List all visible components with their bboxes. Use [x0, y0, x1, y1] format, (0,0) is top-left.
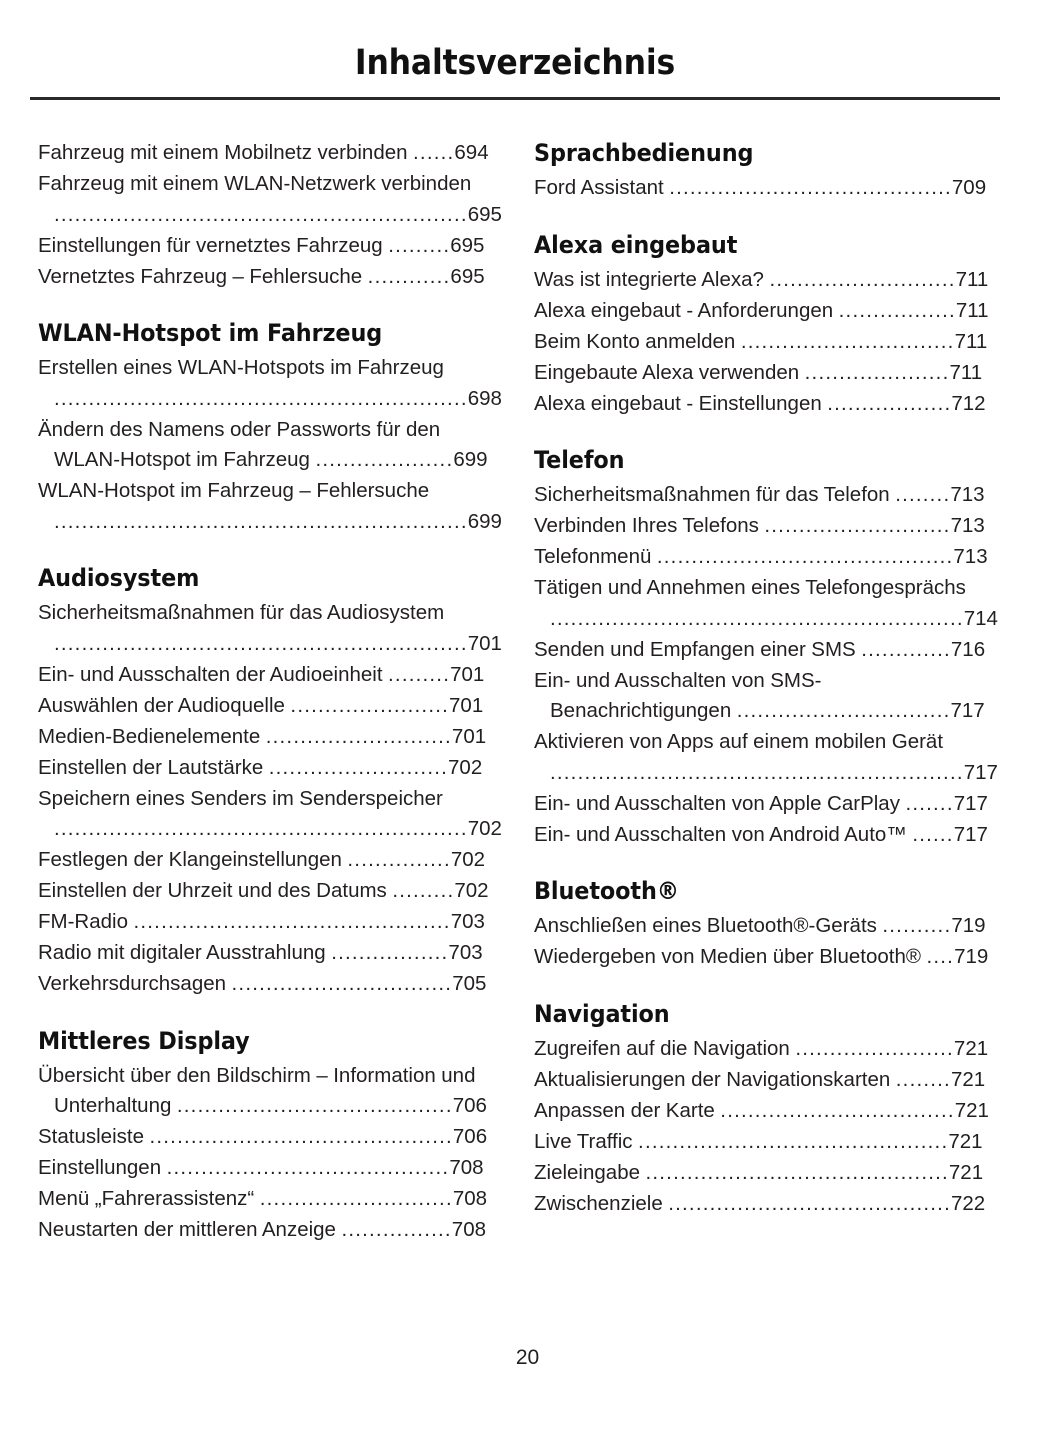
toc-entry[interactable]	[38, 907, 490, 938]
toc-entry-label: Sicherheitsmaßnahmen für das Audiosystem	[38, 601, 445, 624]
toc-entry[interactable]	[534, 942, 990, 973]
toc-section-heading	[38, 563, 490, 593]
toc-dot-leader: ..........	[882, 914, 952, 937]
toc-entry-label: Ein- und Ausschalten von SMS-Benachrichtigungen	[534, 668, 822, 722]
toc-entry-page-number: 719	[954, 945, 989, 968]
toc-dot-leader: ...........................	[769, 267, 956, 291]
toc-dot-leader: .......................	[290, 693, 450, 717]
toc-entry-page-number: 698	[467, 386, 502, 410]
toc-entry-page-number: 721	[948, 1160, 984, 1184]
toc-entry-page-number: 701	[450, 662, 485, 686]
toc-dot-leader: ............	[367, 264, 451, 288]
toc-entry-page-number: 705	[452, 972, 487, 995]
toc-entry-label: Übersicht über den Bildschirm – Information und Unterhaltung	[38, 1063, 476, 1117]
toc-section	[534, 138, 990, 204]
toc-entry-label: Ändern des Namens oder Passworts für den WLAN-Hotspot im Fahrzeug	[38, 417, 441, 471]
toc-entry-label: Eingebaute Alexa verwenden	[534, 360, 805, 384]
toc-entry[interactable]	[38, 969, 490, 1000]
toc-entry-label: Anschließen eines Bluetooth®-Geräts	[534, 914, 883, 937]
toc-section-heading	[534, 876, 990, 906]
toc-entry[interactable]	[534, 1096, 990, 1127]
toc-section-heading-label: WLAN-Hotspot im Fahrzeug	[38, 319, 383, 347]
toc-entry[interactable]	[534, 173, 990, 204]
toc-entry-label: Aktualisierungen der Navigationskarten	[534, 1067, 896, 1091]
toc-section-heading	[534, 445, 990, 475]
toc-section-heading-label: Mittleres Display	[38, 1026, 250, 1055]
toc-entry-label: FM-Radio	[38, 910, 134, 933]
toc-entry-page-number: 699	[453, 448, 488, 471]
toc-dot-leader: .........................................	[166, 1156, 450, 1179]
toc-entry-page-number: 717	[963, 760, 998, 784]
toc-entry[interactable]	[534, 296, 990, 327]
toc-entry-page-number: 702	[454, 879, 489, 902]
toc-entry-label: Festlegen der Klangeinstellungen	[38, 848, 348, 871]
toc-entry-page-number: 721	[953, 1036, 989, 1060]
toc-entry-label: Vernetztes Fahrzeug – Fehlersuche	[38, 264, 368, 288]
toc-entry-label: Verkehrsdurchsagen	[38, 972, 232, 995]
toc-section-heading	[38, 1026, 490, 1056]
toc-entry-page-number: 701	[451, 724, 487, 748]
toc-entry-page-number: 721	[948, 1129, 983, 1153]
toc-entry[interactable]	[534, 511, 990, 542]
toc-dot-leader: ...............	[347, 848, 451, 871]
toc-dot-leader: .......	[905, 791, 954, 815]
page-header	[30, 42, 1000, 84]
toc-dot-leader: ................	[341, 1218, 452, 1241]
toc-dot-leader: ............................................................	[550, 760, 964, 784]
toc-entry-label: Beim Konto anmelden	[534, 329, 741, 353]
toc-dot-leader: ............................................................	[54, 817, 468, 840]
toc-dot-leader: ............................................	[149, 1125, 453, 1148]
toc-entry[interactable]	[38, 784, 502, 845]
toc-section-heading	[534, 999, 990, 1029]
toc-entry-page-number: 702	[467, 817, 502, 840]
toc-entry-page-number: 708	[452, 1187, 488, 1210]
toc-entry-page-number: 719	[951, 914, 986, 937]
toc-dot-leader: ............................................	[645, 1160, 949, 1184]
toc-entry-page-number: 701	[449, 693, 484, 717]
toc-entry[interactable]	[38, 876, 490, 907]
toc-entry[interactable]	[534, 820, 990, 851]
toc-section-heading-label: Alexa eingebaut	[534, 230, 738, 259]
toc-entry-label: Senden und Empfangen einer SMS	[534, 637, 862, 661]
toc-entry-page-number: 695	[450, 233, 485, 257]
toc-entry[interactable]	[38, 753, 490, 784]
toc-entry-page-number: 706	[452, 1094, 487, 1117]
toc-dot-leader: ....................	[315, 448, 454, 471]
toc-section	[38, 563, 502, 1000]
toc-entry-label: WLAN-Hotspot im Fahrzeug – Fehlersuche	[38, 479, 430, 502]
toc-entry-label: Aktivieren von Apps auf einem mobilen Gerät	[534, 730, 944, 753]
toc-entry-label: Fahrzeug mit einem Mobilnetz verbinden	[38, 141, 414, 164]
toc-entry[interactable]	[534, 542, 990, 573]
toc-entry-page-number: 709	[951, 176, 987, 199]
toc-entry-label: Einstellungen	[38, 1156, 167, 1179]
toc-entry[interactable]	[534, 358, 990, 389]
toc-dot-leader: ........................................	[176, 1094, 453, 1117]
toc-entry-page-number: 706	[452, 1125, 488, 1148]
toc-entry[interactable]	[534, 1189, 990, 1220]
toc-dot-leader: ............................................................	[54, 386, 468, 410]
toc-dot-leader: ..................................	[720, 1098, 955, 1122]
toc-entry-page-number: 713	[950, 514, 985, 537]
toc-dot-leader: ........	[895, 1067, 951, 1091]
toc-entry-label: Alexa eingebaut - Anforderungen	[534, 298, 839, 322]
toc-entry[interactable]	[534, 327, 990, 358]
toc-dot-leader: ............................................................	[54, 202, 468, 226]
toc-entry-label: Erstellen eines WLAN-Hotspots im Fahrzeug	[38, 356, 444, 379]
toc-entry[interactable]	[38, 1122, 490, 1153]
toc-dot-leader: .................	[331, 941, 449, 964]
toc-entry-label: Speichern eines Senders im Senderspeicher	[38, 786, 443, 810]
toc-dot-leader: .......................	[795, 1036, 954, 1060]
toc-section	[38, 318, 502, 537]
toc-dot-leader: ....	[926, 945, 955, 968]
toc-entry-page-number: 695	[467, 202, 502, 226]
toc-entry-label: Anpassen der Karte	[534, 1098, 721, 1122]
toc-dot-leader: .........	[388, 662, 451, 686]
toc-entry[interactable]	[534, 666, 990, 727]
toc-entry[interactable]	[534, 1158, 990, 1189]
toc-entry-label: Alexa eingebaut - Einstellungen	[534, 391, 828, 415]
toc-dot-leader: .............	[861, 637, 951, 661]
toc-entry[interactable]	[534, 727, 998, 788]
toc-entry-label: Ein- und Ausschalten der Audioeinheit	[38, 662, 389, 686]
toc-entry[interactable]	[534, 480, 990, 511]
toc-entry-page-number: 708	[449, 1156, 484, 1179]
toc-dot-leader: .........................................	[668, 1191, 951, 1215]
toc-entry[interactable]	[38, 938, 490, 969]
toc-dot-leader: ............................................................	[54, 509, 468, 533]
toc-entry-page-number: 701	[467, 631, 502, 655]
toc-entry-label: Neustarten der mittleren Anzeige	[38, 1218, 342, 1241]
toc-entry-label: Medien-Bedienelemente	[38, 724, 266, 748]
toc-entry[interactable]	[38, 169, 502, 230]
toc-entry-label: Einstellungen für vernetztes Fahrzeug	[38, 233, 389, 257]
toc-entry[interactable]	[38, 722, 490, 753]
toc-entry[interactable]	[534, 573, 998, 634]
toc-column-left	[38, 138, 502, 1246]
toc-section	[534, 876, 990, 973]
toc-dot-leader: ............................................................	[54, 631, 468, 655]
toc-entry[interactable]	[534, 635, 990, 666]
toc-entry-label: Ein- und Ausschalten von Apple CarPlay	[534, 791, 906, 815]
toc-dot-leader: ..................	[827, 391, 952, 415]
toc-entry-page-number: 702	[448, 755, 483, 779]
toc-entry-page-number: 717	[953, 822, 988, 846]
toc-dot-leader: .........	[392, 879, 455, 902]
toc-entry[interactable]	[38, 1061, 490, 1122]
toc-dot-leader: ......	[912, 822, 954, 846]
toc-entry-label: Wiedergeben von Medien über Bluetooth®	[534, 945, 927, 968]
toc-entry-label: Radio mit digitaler Ausstrahlung	[38, 941, 332, 964]
toc-entry-label: Statusleiste	[38, 1125, 150, 1148]
toc-entry-page-number: 717	[950, 699, 985, 722]
toc-section-heading-label: Sprachbedienung	[534, 139, 754, 167]
toc-entry-label: Ford Assistant	[534, 176, 670, 199]
toc-entry-page-number: 722	[950, 1191, 986, 1215]
toc-entry[interactable]	[38, 262, 490, 293]
toc-entry[interactable]	[38, 845, 490, 876]
toc-entry-page-number: 694	[454, 141, 489, 164]
toc-entry-page-number: 716	[950, 637, 986, 661]
toc-dot-leader: ......	[413, 141, 455, 164]
toc-dot-leader: .........	[388, 233, 451, 257]
toc-section-heading	[534, 138, 990, 168]
toc-section	[38, 1026, 490, 1246]
toc-entry-label: Tätigen und Annehmen eines Telefongesprächs	[534, 576, 966, 599]
toc-entry-page-number: 711	[955, 267, 989, 291]
toc-entry-page-number: 717	[953, 791, 988, 815]
toc-dot-leader: ...............................	[736, 699, 951, 722]
toc-entry-label: Live Traffic	[534, 1129, 639, 1153]
toc-entry[interactable]	[38, 1153, 490, 1184]
toc-entry-label: Einstellen der Uhrzeit und des Datums	[38, 879, 393, 902]
toc-entry-label: Zieleingabe	[534, 1160, 646, 1184]
toc-section	[38, 138, 502, 292]
toc-entry-label: Ein- und Ausschalten von Android Auto™	[534, 822, 913, 846]
page-title: Inhaltsverzeichnis	[354, 43, 676, 83]
toc-section-heading-label: Telefon	[534, 446, 625, 474]
toc-entry[interactable]	[534, 911, 990, 942]
toc-entry-page-number: 703	[448, 941, 483, 964]
toc-dot-leader: .........................................	[669, 176, 952, 199]
toc-entry-page-number: 713	[950, 483, 985, 506]
header-divider	[30, 97, 1000, 100]
toc-section	[534, 445, 998, 850]
toc-entry-label: Telefonmenü	[534, 545, 657, 568]
toc-dot-leader: ............................	[259, 1187, 453, 1210]
toc-section	[534, 230, 990, 420]
toc-entry[interactable]	[38, 1215, 490, 1246]
toc-section-heading-label: Audiosystem	[38, 564, 200, 592]
toc-dot-leader: ..........................	[268, 755, 449, 779]
toc-dot-leader: .................	[838, 298, 956, 322]
toc-entry-label: Sicherheitsmaßnahmen für das Telefon	[534, 483, 896, 506]
toc-section-heading-label: Bluetooth®	[534, 877, 679, 905]
toc-entry[interactable]	[38, 353, 502, 414]
toc-entry[interactable]	[38, 691, 490, 722]
toc-entry-page-number: 721	[950, 1067, 986, 1091]
toc-entry-page-number: 721	[954, 1098, 989, 1122]
toc-dot-leader: ...........................	[265, 724, 452, 748]
toc-entry-label: Einstellen der Lautstärke	[38, 755, 269, 779]
toc-entry-label: Was ist integrierte Alexa?	[534, 267, 770, 291]
toc-dot-leader: ...........................................	[656, 545, 954, 568]
toc-entry[interactable]	[38, 138, 490, 169]
toc-dot-leader: ................................	[231, 972, 453, 995]
toc-entry[interactable]	[534, 789, 990, 820]
toc-entry[interactable]	[38, 660, 490, 691]
toc-column-right	[534, 138, 998, 1220]
toc-entry[interactable]	[534, 1034, 990, 1065]
toc-section-heading	[534, 230, 990, 260]
toc-entry[interactable]	[38, 598, 502, 659]
toc-entry-label: Fahrzeug mit einem WLAN-Netzwerk verbinden	[38, 172, 472, 195]
toc-entry[interactable]	[534, 265, 990, 296]
toc-entry-page-number: 703	[450, 910, 485, 933]
toc-section	[534, 999, 990, 1220]
toc-entry-page-number: 711	[954, 329, 988, 353]
toc-entry-page-number: 713	[953, 545, 988, 568]
toc-dot-leader: ..............................................	[133, 910, 451, 933]
toc-entry[interactable]	[38, 476, 502, 537]
toc-entry-label: Menü „Fahrerassistenz“	[38, 1187, 260, 1210]
toc-entry-page-number: 714	[963, 606, 998, 630]
toc-section-heading	[38, 318, 490, 348]
toc-entry-page-number: 711	[949, 360, 983, 384]
toc-dot-leader: ...............................	[740, 329, 955, 353]
toc-entry-page-number: 699	[467, 509, 502, 533]
toc-dot-leader: ............................................................	[550, 606, 964, 630]
toc-entry-label: Auswählen der Audioquelle	[38, 693, 291, 717]
toc-entry-label: Verbinden Ihres Telefons	[534, 514, 765, 537]
toc-entry[interactable]	[534, 1065, 990, 1096]
toc-entry[interactable]	[38, 231, 490, 262]
toc-section-heading-label: Navigation	[534, 999, 670, 1028]
toc-entry-page-number: 712	[951, 391, 986, 415]
toc-dot-leader: .....................	[804, 360, 950, 384]
toc-entry[interactable]	[534, 1127, 990, 1158]
toc-entry[interactable]	[38, 1184, 490, 1215]
toc-entry-page-number: 708	[451, 1218, 487, 1241]
toc-entry[interactable]	[38, 415, 490, 476]
toc-entry-label: Zwischenziele	[534, 1191, 669, 1215]
toc-dot-leader: ...........................	[764, 514, 951, 537]
toc-entry-page-number: 702	[450, 848, 486, 871]
toc-entry-page-number: 695	[450, 264, 485, 288]
toc-entry[interactable]	[534, 389, 990, 420]
toc-entry-page-number: 711	[955, 298, 989, 322]
toc-entry-label: Zugreifen auf die Navigation	[534, 1036, 796, 1060]
toc-dot-leader: .............................................	[638, 1129, 949, 1153]
toc-dot-leader: ........	[895, 483, 951, 506]
page-number: 20	[515, 1346, 540, 1369]
